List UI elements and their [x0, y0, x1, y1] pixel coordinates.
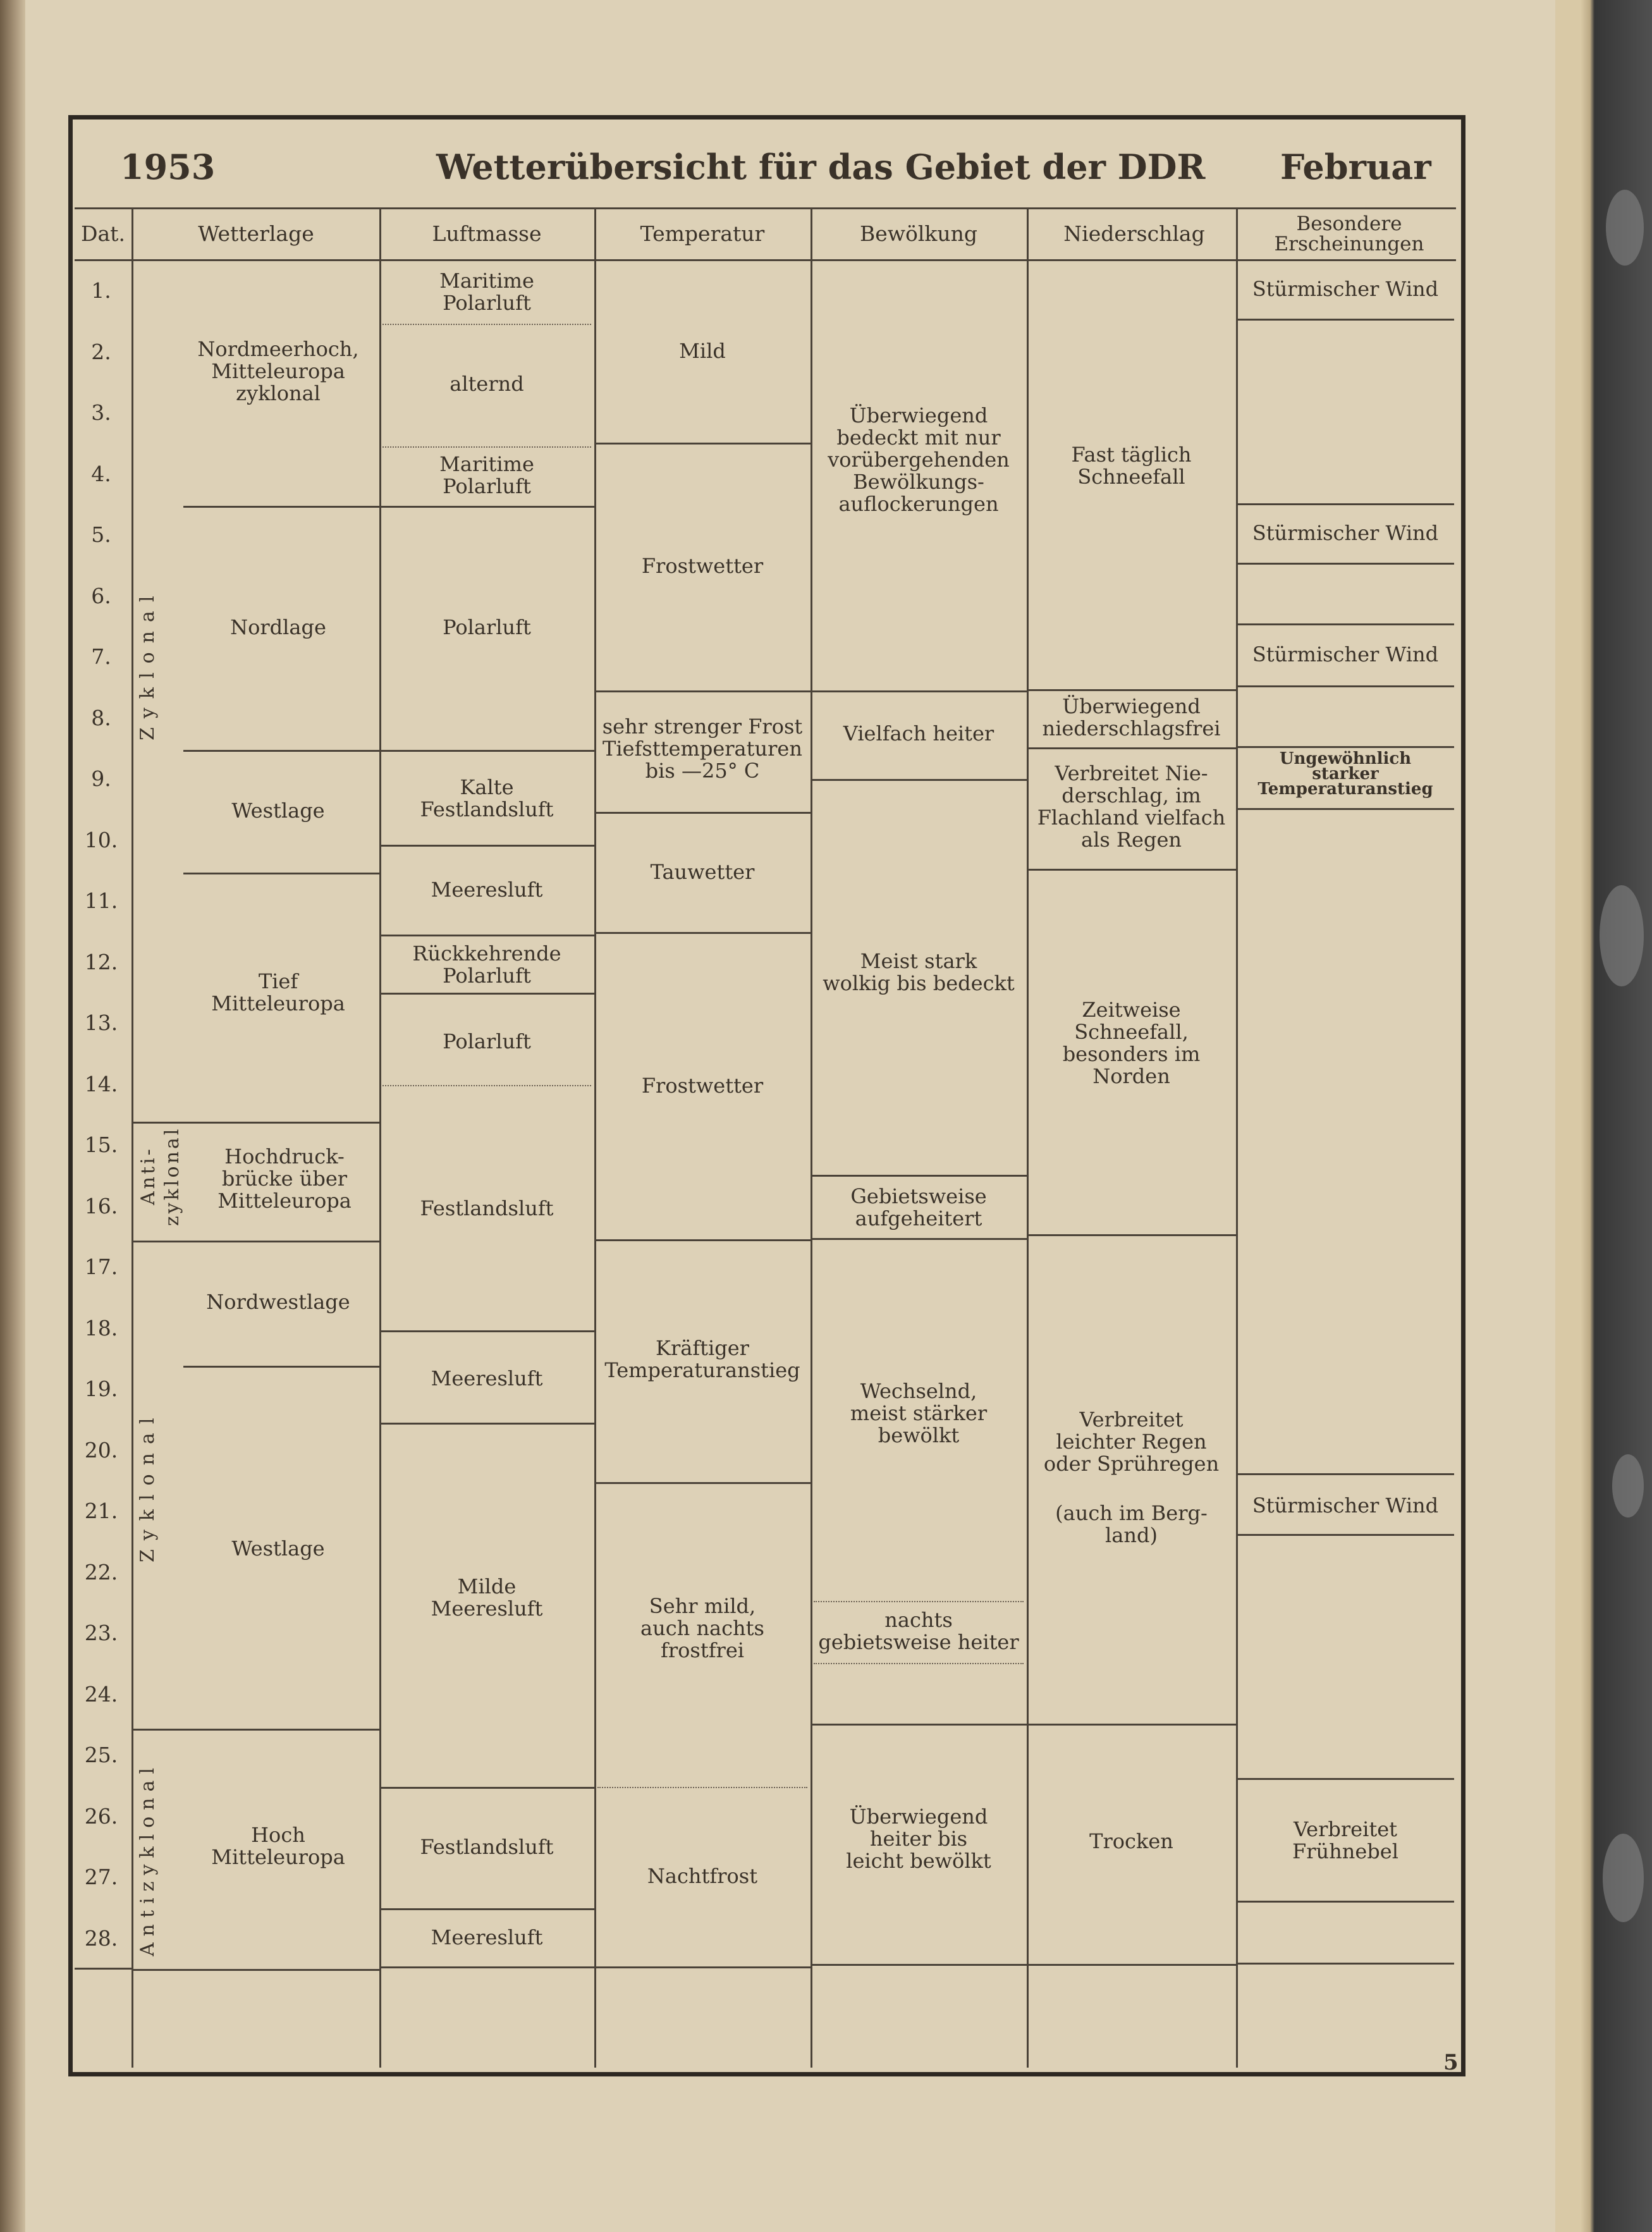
date-label: 19.	[84, 1377, 118, 1401]
row-sep	[1027, 1724, 1236, 1726]
date-label: 3.	[91, 400, 111, 425]
wetterlage-2: Nordlage	[230, 615, 326, 639]
regime-zyklonal-2: Zyklonal	[137, 1409, 159, 1563]
date-label: 18.	[84, 1315, 118, 1340]
row-sep	[379, 1966, 594, 1968]
col-head-wetterlage: Wetterlage	[198, 221, 314, 246]
regime-antizyklonal-2: Antizyklonal	[137, 1761, 159, 1957]
besondere-3: Stürmischer Wind	[1252, 642, 1439, 666]
row-sep	[1238, 685, 1454, 687]
luftmasse-10: Meeresluft	[431, 1366, 543, 1390]
besondere-6: Verbreitet Frühnebel	[1292, 1817, 1398, 1863]
row-sep	[811, 1238, 1027, 1240]
date-label: 24.	[84, 1681, 118, 1707]
temperatur-4: Tauwetter	[650, 860, 755, 884]
row-sep-dotted	[814, 1663, 1024, 1664]
row-sep	[379, 506, 594, 508]
bewoelkung-6: nachts gebietsweise heiter	[818, 1608, 1019, 1654]
row-sep	[379, 935, 594, 936]
bewoelkung-7: Überwiegend heiter bis leicht bewölkt	[846, 1805, 991, 1873]
besondere-5: Stürmischer Wind	[1252, 1493, 1439, 1518]
niederschlag-7: Trocken	[1089, 1829, 1173, 1853]
date-label: 13.	[84, 1010, 118, 1035]
besondere-4: Ungewöhnlich starker Temperaturanstieg	[1257, 749, 1433, 799]
luftmasse-11: Milde Meeresluft	[431, 1574, 543, 1621]
date-label: 22.	[84, 1559, 118, 1585]
bewoelkung-1: Überwiegend bedeckt mit nur vorübergehenden Bewölkungs- auflockerungen	[828, 403, 1010, 516]
row-sep	[1238, 808, 1454, 810]
date-label: 20.	[84, 1437, 118, 1462]
row-sep	[75, 1968, 132, 1970]
bewoelkung-4: Gebietsweise aufgeheitert	[850, 1184, 987, 1230]
row-sep	[183, 750, 379, 752]
regime-zyklonal-1: Zyklonal	[137, 587, 159, 741]
date-label: 9.	[91, 766, 111, 791]
luftmasse-1: Maritime Polarluft	[439, 269, 534, 315]
row-sep	[133, 1969, 379, 1971]
row-sep	[1238, 1473, 1454, 1475]
regime-sep	[133, 1241, 379, 1242]
col-head-date: Dat.	[81, 221, 125, 246]
niederschlag-4: Zeitweise Schneefall, besonders im Norden	[1062, 998, 1201, 1088]
date-label: 11.	[84, 888, 118, 913]
bewoelkung-5: Wechselnd, meist stärker bewölkt	[850, 1379, 988, 1447]
date-label: 15.	[84, 1132, 118, 1157]
date-label: 4.	[91, 461, 111, 486]
date-label: 2.	[91, 339, 111, 364]
row-sep	[1027, 1234, 1236, 1236]
row-sep	[811, 690, 1027, 692]
date-label: 10.	[84, 827, 118, 852]
col-head-luftmasse: Luftmasse	[432, 221, 542, 246]
date-label: 5.	[91, 522, 111, 547]
row-sep	[1238, 1778, 1454, 1780]
row-sep-dotted	[382, 324, 591, 325]
date-label: 17.	[84, 1254, 118, 1279]
wetterlage-7: Westlage	[231, 1536, 325, 1561]
book-cover-edge	[1555, 0, 1652, 2232]
row-sep	[1027, 1964, 1236, 1966]
temperatur-7: Sehr mild, auch nachts frostfrei	[640, 1594, 764, 1662]
date-label: 21.	[84, 1499, 118, 1523]
row-sep	[594, 443, 811, 445]
luftmasse-13: Meeresluft	[431, 1925, 543, 1949]
wetterlage-4: Tief Mitteleuropa	[211, 969, 345, 1015]
row-sep	[379, 750, 594, 752]
besondere-2: Stürmischer Wind	[1252, 521, 1439, 545]
row-sep	[594, 812, 811, 814]
row-sep	[1027, 869, 1236, 871]
date-label: 23.	[84, 1621, 118, 1645]
row-sep-dotted	[382, 446, 591, 448]
year: 1953	[120, 147, 216, 187]
wetterlage-1: Nordmeerhoch, Mitteleuropa zyklonal	[197, 337, 359, 405]
row-sep	[1238, 1901, 1454, 1903]
row-sep	[1238, 319, 1454, 321]
date-label: 25.	[84, 1743, 118, 1767]
header-bottom-rule	[75, 259, 1456, 261]
col-head-niederschlag: Niederschlag	[1063, 221, 1205, 246]
row-sep	[811, 1175, 1027, 1177]
date-label: 6.	[91, 583, 111, 608]
besondere-1: Stürmischer Wind	[1252, 277, 1439, 301]
row-sep	[379, 993, 594, 995]
temperatur-8: Nachtfrost	[647, 1864, 758, 1888]
niederschlag-2: Überwiegend niederschlagsfrei	[1042, 694, 1221, 740]
temperatur-1: Mild	[679, 339, 726, 363]
date-label: 27.	[84, 1865, 118, 1889]
row-sep	[811, 1964, 1027, 1966]
row-sep-dotted	[597, 1787, 807, 1788]
temperatur-3: sehr strenger Frost Tiefsttemperaturen bis —25° C	[602, 714, 803, 783]
row-sep	[379, 1908, 594, 1910]
wetterlage-5: Hochdruck- brücke über Mitteleuropa	[217, 1144, 352, 1213]
regime-sep	[133, 1729, 379, 1731]
date-label: 1.	[91, 278, 111, 303]
date-label: 8.	[91, 705, 111, 730]
row-sep	[379, 1787, 594, 1789]
row-sep	[594, 1239, 811, 1241]
wetterlage-8: Hoch Mitteleuropa	[211, 1823, 345, 1869]
row-sep	[379, 1423, 594, 1425]
niederschlag-5: Verbreitet leichter Regen oder Sprühregen	[1043, 1407, 1220, 1476]
luftmasse-9: Festlandsluft	[420, 1196, 554, 1220]
niederschlag-1: Fast täglich Schneefall	[1071, 443, 1192, 489]
niederschlag-6: (auch im Berg- land)	[1055, 1501, 1208, 1547]
row-sep	[379, 845, 594, 847]
month: Februar	[1280, 147, 1431, 187]
regime-sep	[133, 1122, 379, 1124]
niederschlag-3: Verbreitet Nie- derschlag, im Flachland vielfach als Regen	[1037, 761, 1226, 852]
date-label: 14.	[84, 1071, 118, 1096]
row-sep-dotted	[814, 1601, 1024, 1602]
row-sep	[594, 690, 811, 692]
bewoelkung-2: Vielfach heiter	[843, 721, 994, 745]
luftmasse-8: Polarluft	[443, 1029, 531, 1053]
page-number: 5	[1443, 2050, 1459, 2075]
luftmasse-7: Rückkehrende Polarluft	[412, 941, 561, 988]
row-sep	[183, 506, 379, 508]
date-label: 7.	[91, 644, 111, 669]
luftmasse-12: Festlandsluft	[420, 1835, 554, 1859]
wetterlage-3: Westlage	[231, 799, 325, 823]
temperatur-6: Kräftiger Temperaturanstieg	[604, 1336, 800, 1382]
col-head-bewoelkung: Bewölkung	[859, 221, 978, 246]
row-sep	[379, 1330, 594, 1332]
row-sep	[1238, 563, 1454, 565]
row-sep	[183, 1366, 379, 1368]
row-sep	[594, 1482, 811, 1484]
row-sep	[594, 932, 811, 934]
row-sep	[1238, 503, 1454, 505]
luftmasse-6: Meeresluft	[431, 878, 543, 902]
row-sep	[1238, 1963, 1454, 1965]
row-sep-dotted	[382, 1085, 591, 1086]
date-label: 12.	[84, 949, 118, 974]
col-head-besondere: Besondere Erscheinungen	[1274, 212, 1424, 255]
date-label: 28.	[84, 1925, 118, 1951]
row-sep	[1027, 747, 1236, 749]
date-label: 26.	[84, 1803, 118, 1829]
row-sep	[594, 1966, 811, 1968]
luftmasse-4: Polarluft	[443, 615, 531, 639]
col-head-temperatur: Temperatur	[640, 221, 765, 246]
luftmasse-2: alternd	[450, 372, 524, 396]
luftmasse-3: Maritime Polarluft	[439, 452, 534, 498]
row-sep	[1238, 746, 1454, 748]
row-sep	[811, 779, 1027, 781]
row-sep	[183, 873, 379, 874]
wetterlage-6: Nordwestlage	[206, 1290, 350, 1314]
row-sep	[1238, 1534, 1454, 1536]
row-sep	[1238, 623, 1454, 625]
temperatur-2: Frostwetter	[641, 554, 764, 578]
temperatur-5: Frostwetter	[641, 1074, 764, 1098]
luftmasse-5: Kalte Festlandsluft	[420, 775, 554, 821]
bewoelkung-3: Meist stark wolkig bis bedeckt	[823, 949, 1015, 995]
row-sep	[811, 1724, 1027, 1726]
col-sep	[594, 209, 596, 2068]
book-gutter	[0, 0, 25, 2232]
page-title: Wetterübersicht für das Gebiet der DDR	[436, 147, 1206, 187]
col-sep	[1236, 209, 1238, 2068]
date-label: 16.	[84, 1193, 118, 1218]
row-sep	[1027, 689, 1236, 691]
regime-antizyklonal-1: Anti- zyklonal	[137, 1126, 183, 1226]
